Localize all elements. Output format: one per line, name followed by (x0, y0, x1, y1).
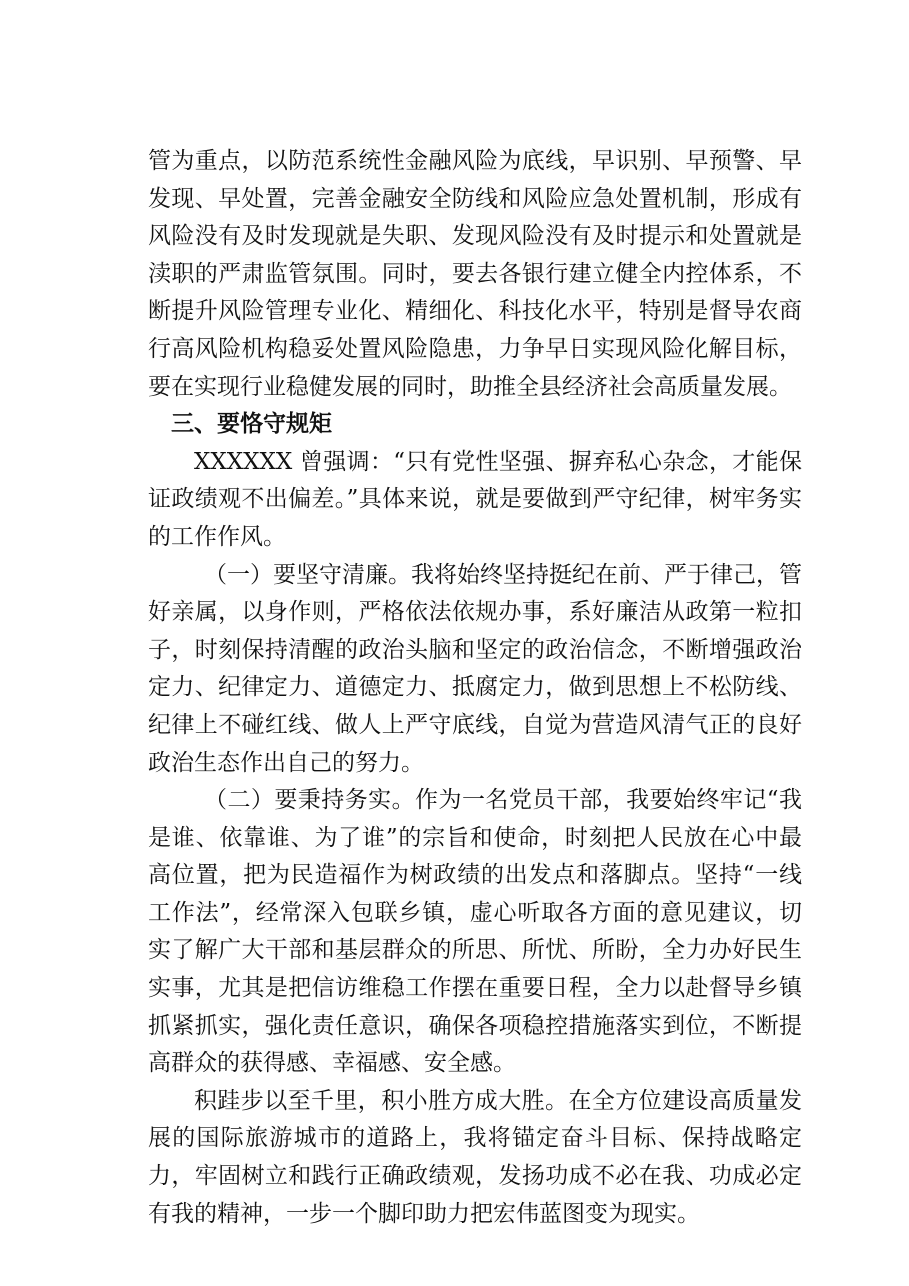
paragraph-subsection-1: （一）要坚守清廉。我将始终坚持挺纪在前、严于律己，管好亲属，以身作则，严格依法依规办事，系好廉洁从政第一粒扣子，时刻保持清醒的政治头脑和坚定的政治信念，不断增强政治定力、纪律定力、道德定力、抵腐定力，做到思想上不松防线、纪律上不碰红线、做人上严守底线，自觉为营造风清气正的良好政治生态作出自己的努力。 (148, 561, 802, 776)
paragraph-conclusion: 积跬步以至千里，积小胜方成大胜。在全方位建设高质量发展的国际旅游城市的道路上，我将锚定奋斗目标、保持战略定力，牢固树立和践行正确政绩观，发扬功成不必在我、功成必定有我的精神，一步一个脚印助力把宏伟蓝图变为现实。 (148, 1087, 802, 1227)
section-heading: 三、要恪守规矩 (171, 411, 332, 438)
document-body (148, 143, 802, 1233)
paragraph-quote: XXXXXX 曾强调：“只有党性坚强、摒弃私心杂念，才能保证政绩观不出偏差。”具体来说，就是要做到严守纪律，树牢务实的工作作风。 (148, 448, 802, 550)
paragraph-continuation: 管为重点，以防范系统性金融风险为底线，早识别、早预警、早发现、早处置，完善金融安全防线和风险应急处置机制，形成有风险没有及时发现就是失职、发现风险没有及时提示和处置就是渎职的严肃监管氛围。同时，要去各银行建立健全内控体系，不断提升风险管理专业化、精细化、科技化水平，特别是督导农商行高风险机构稳妥处置风险隐患，力争早日实现风险化解目标，要在实现行业稳健发展的同时，助推全县经济社会高质量发展。 (148, 148, 802, 400)
paragraph-subsection-2: （二）要秉持务实。作为一名党员干部，我要始终牢记“我是谁、依靠谁、为了谁”的宗旨和使命，时刻把人民放在心中最高位置，把为民造福作为树政绩的出发点和落脚点。坚持“一线工作法”，经常深入包联乡镇，虚心听取各方面的意见建议，切实了解广大干部和基层群众的所思、所忧、所盼，全力办好民生实事，尤其是把信访维稳工作摆在重要日程，全力以赴督导乡镇抓紧抓实，强化责任意识，确保各项稳控措施落实到位，不断提高群众的获得感、幸福感、安全感。 (148, 787, 802, 1077)
